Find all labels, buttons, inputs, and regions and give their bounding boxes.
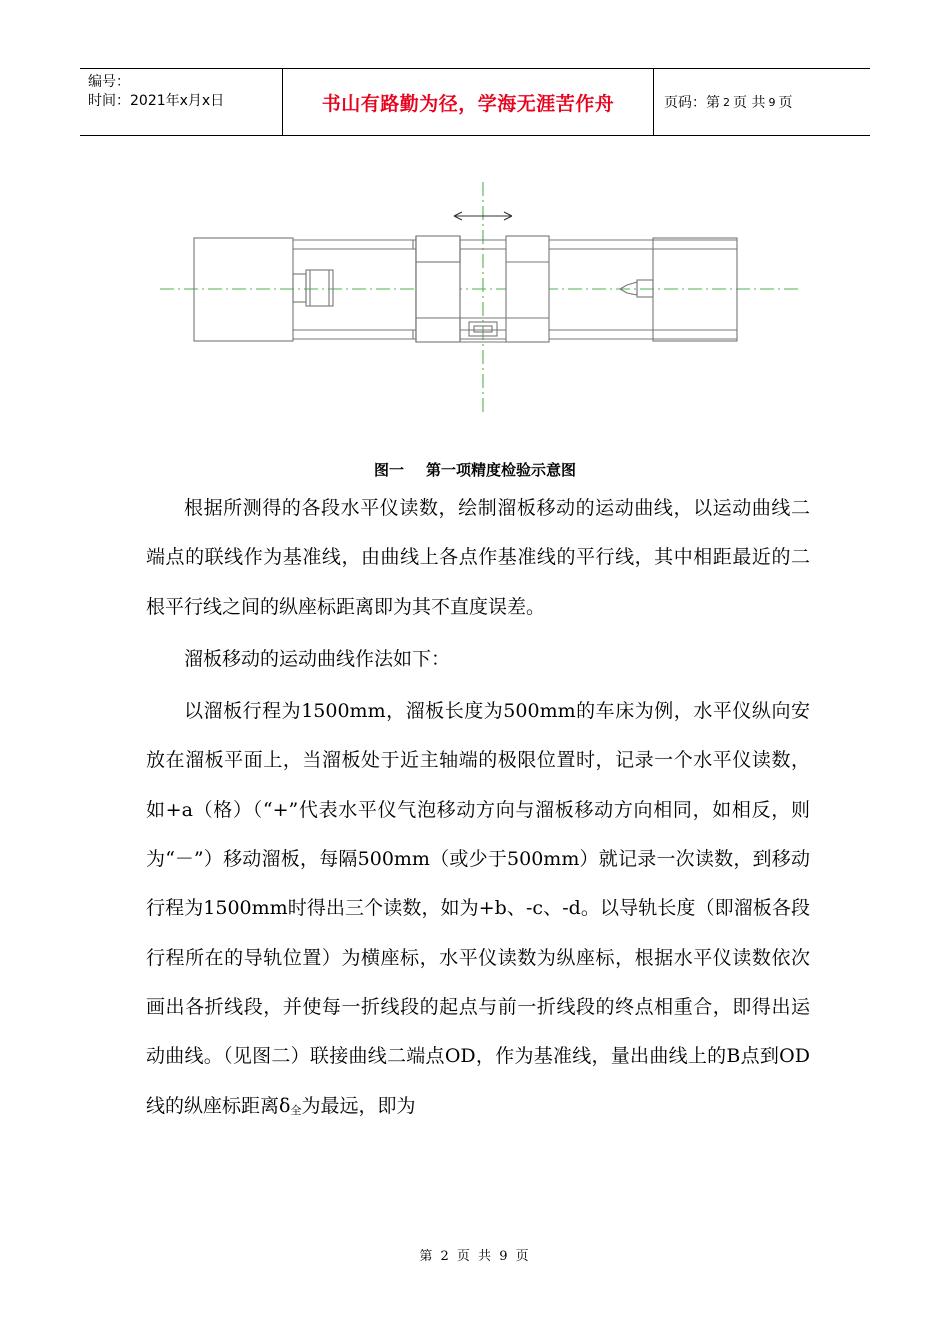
page-mid: 页 共 [733,95,766,111]
spindle-collar [293,274,306,302]
header-page-info [654,69,870,135]
lathe-carriage-diagram [150,178,810,418]
caption-label: 图一 [373,461,404,479]
page-current: 2 [723,95,730,109]
body-text [146,484,810,1135]
header-motto-cell [282,69,654,135]
paragraph: 溜板移动的运动曲线作法如下： [184,647,451,670]
page-prefix: 页码：第 [664,95,720,111]
header-motto: 书山有路勤为径，学海无涯苦作舟 [321,92,615,115]
number-label: 编号： [88,74,130,90]
page-total: 9 [768,95,776,109]
time-line [88,92,282,111]
page-header [80,68,870,136]
page-footer: 第 2 页 共 9 页 [419,1249,531,1264]
page-suffix: 页 [778,95,793,111]
paragraph [146,687,810,1135]
paragraph: 根据所测得的各段水平仪读数，绘制溜板移动的运动曲线，以运动曲线二端点的联线作为基准线，由曲线上各点作基准线的平行线，其中相距最近的二根平行线之间的纵座标距离即为其不直度误差。 [146,497,810,618]
paragraph-main: 以溜板行程为1500mm，溜板长度为500mm的车床为例，水平仪纵向安放在溜板平面上，当溜板处于近主轴端的极限位置时，记录一个水平仪读数，如+a（格）（“+”代表水平仪气泡移动方向与溜板移动方向相同，如相反，则为“－”）移动溜板，每隔500mm（或少于500mm）就记录一次读数，到移动行程为1500mm时得出三个读数，如为+b、-c、-d。以导轨长度（即溜板各段行程所在的导轨位置）为横座标，水平仪读数为纵座标，根据水平仪读数依次画出各折线段，并使每一折线段的起点与前一折线段的终点相重合，即得出运动曲线。（见图二）联接曲线二端点OD，作为基准线，量出曲线上的B点到OD线的纵座标距离δ [146,700,810,1117]
paragraph-end: 为最远，即为 [301,1094,416,1117]
figure-caption [0,459,950,480]
delta-subscript: 全 [290,1103,302,1117]
caption-text: 第一项精度检验示意图 [426,461,577,479]
carriage-right [506,236,549,342]
time-value: 2021年x月x日 [130,93,225,109]
time-label: 时间： [88,93,130,109]
header-meta [80,69,282,135]
